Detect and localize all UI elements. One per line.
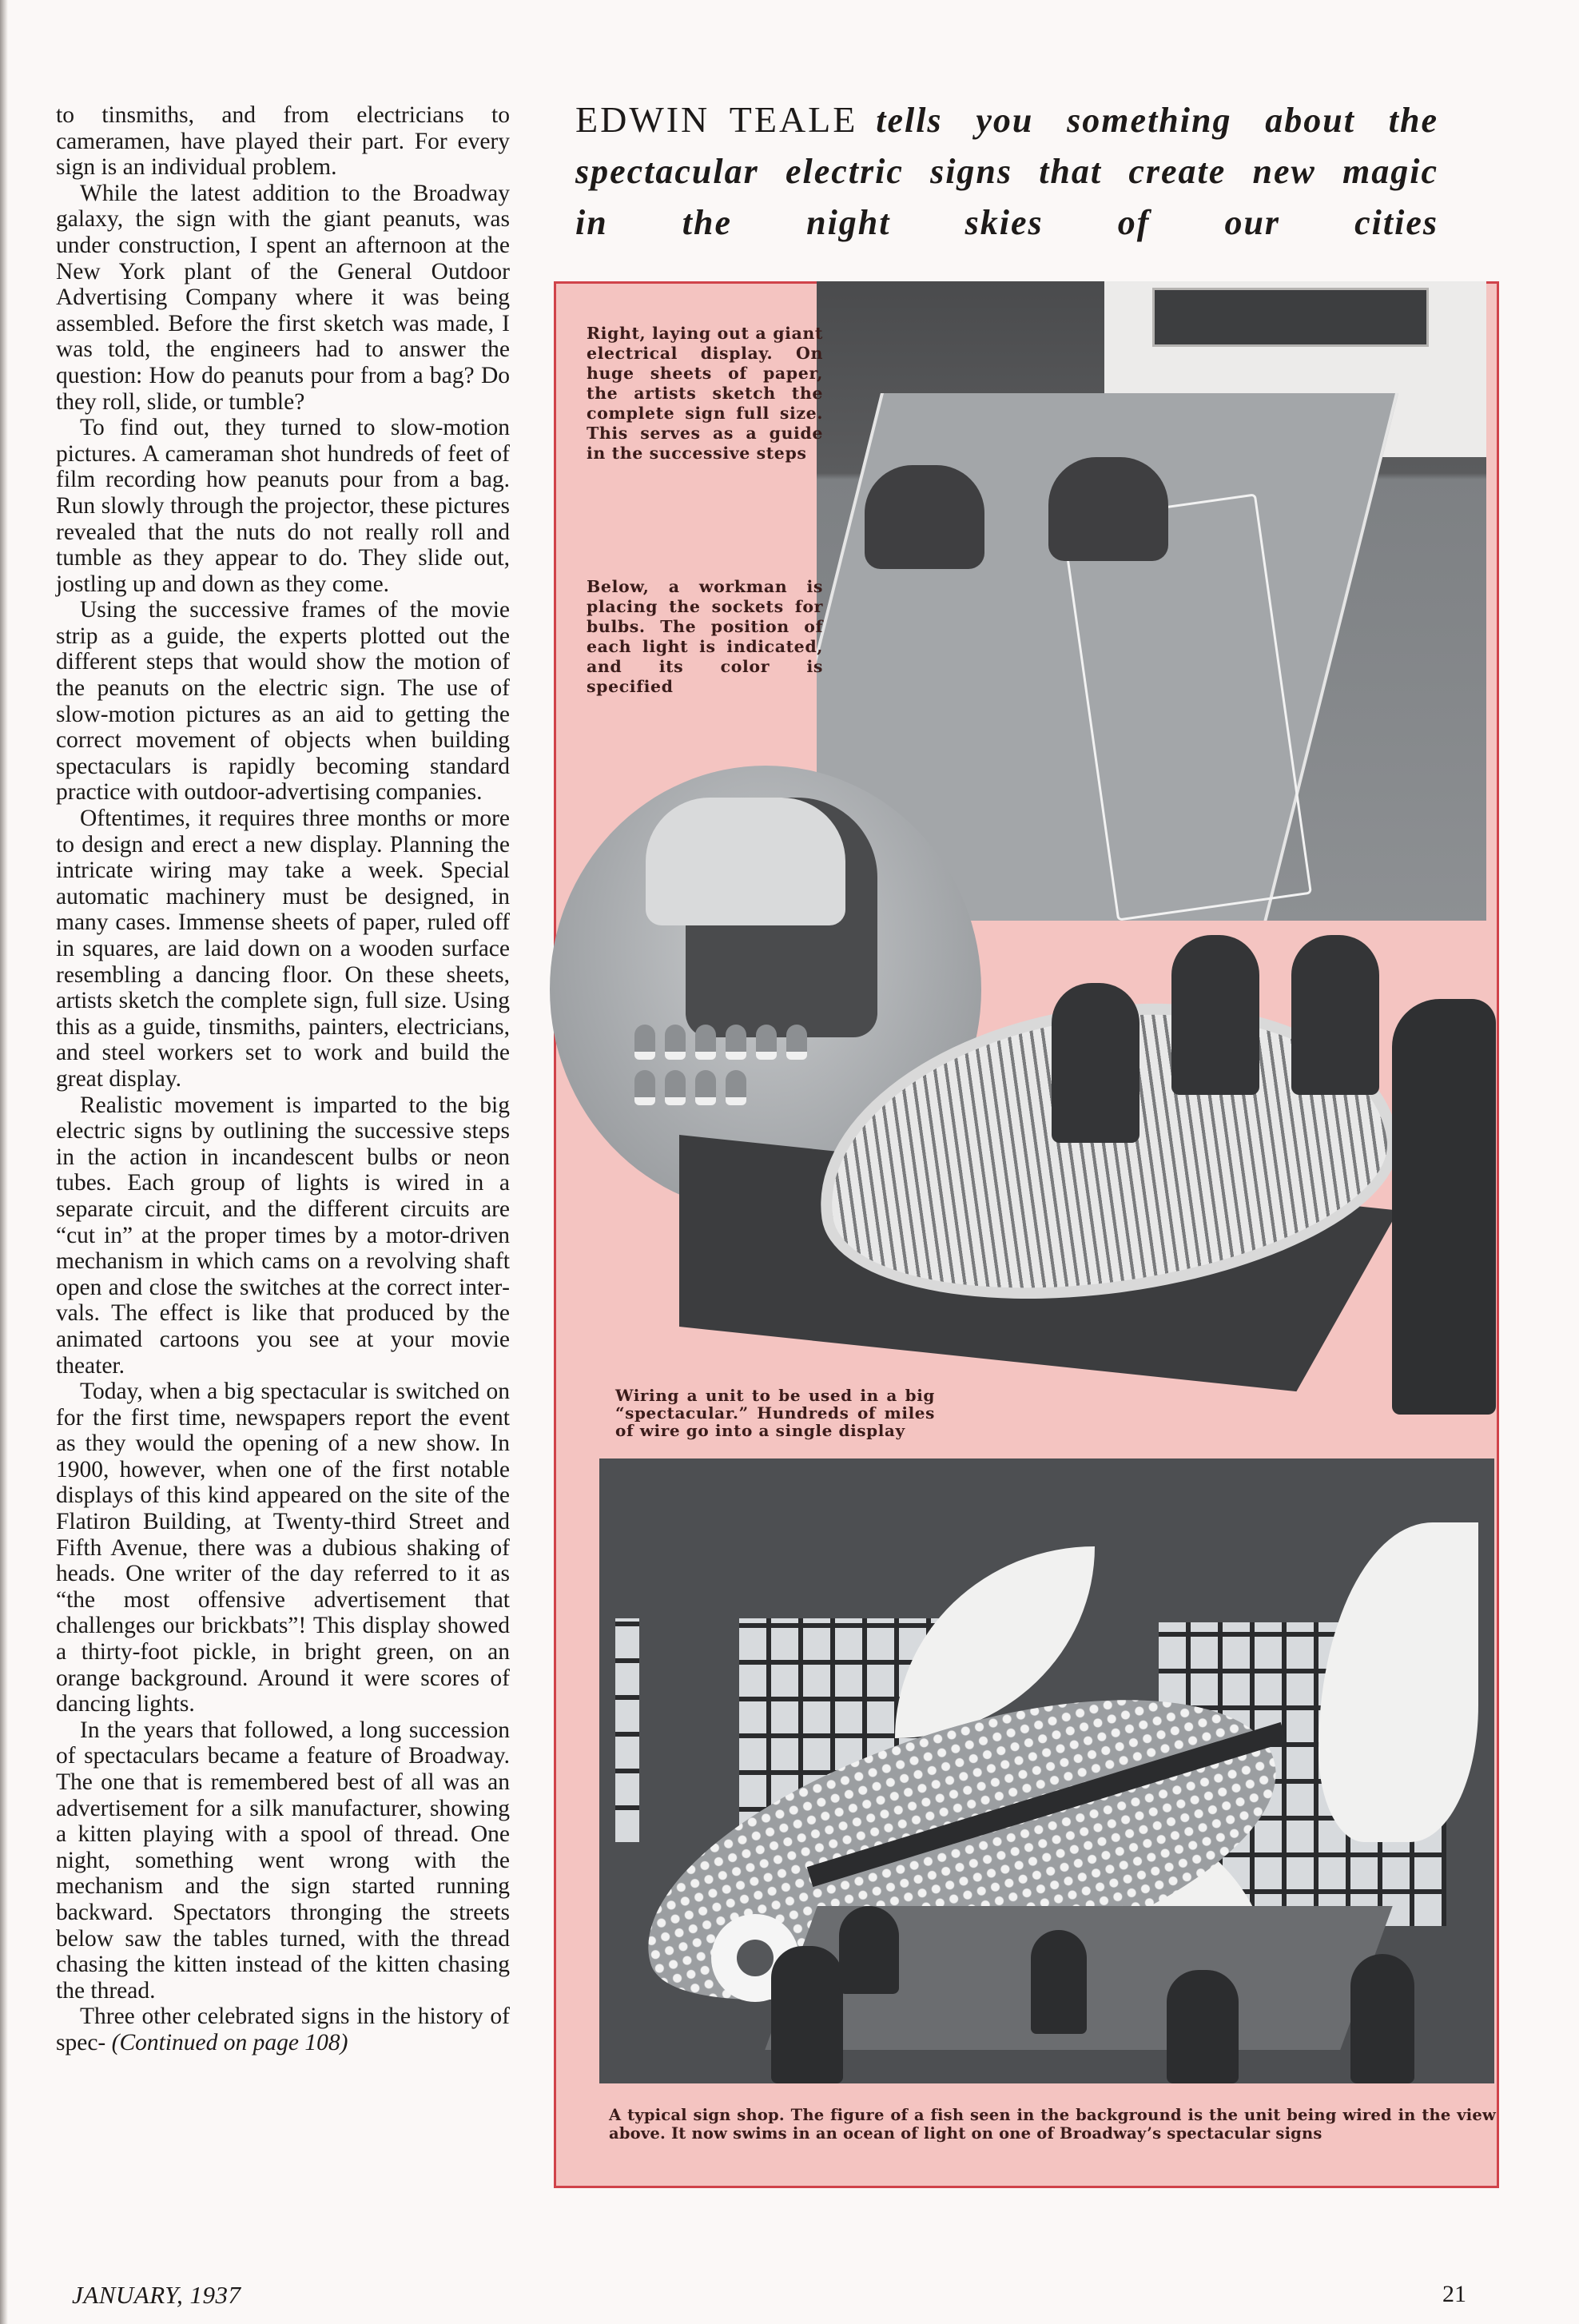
photo-worker <box>1031 1930 1087 2034</box>
article-paragraph: Realistic movement is imparted to the big electric signs by outlining the successive steps in the action in incandescent bulbs or neon tubes. Each group of lights is wired in a separate circuit, and the different circuits are “cut in” at the proper times by a motor-driven mechanism in which cams on a revolving shaft open and close the switches at the correct intervals. The effect is like that produced by the animated cartoons you see at your movie theater. <box>56 1092 510 1379</box>
caption-wiring: Wiring a unit to be used in a big “spectacular.” Hundreds of miles of wire go into a single display <box>615 1386 935 1440</box>
photo-worker <box>865 465 984 569</box>
bulb-icon <box>634 1070 655 1105</box>
photo-worker <box>1167 1970 1239 2083</box>
photo-window <box>615 1618 639 1842</box>
continued-on-link[interactable]: (Continued on page 108) <box>111 2029 348 2055</box>
photo-poster <box>1152 288 1429 347</box>
photo-worker <box>1048 457 1168 561</box>
page-number: 21 <box>1442 2281 1466 2307</box>
article-paragraph: In the years that followed, a long succession of spectaculars became a feature of Broadway. The one that is remembered best of all was an advertisement for a silk manufacturer, showing a kitten playing with a spool of thread. One night, something went wrong with the mechanism and the sign started running backward. Spectators thronging the streets below saw the tables turned, with the thread chasing the kitten instead of the kitten chasing the thread. <box>56 1717 510 2004</box>
article-paragraph: While the latest addition to the Broadway galaxy, the sign with the giant peanuts, was under construction, I spent an afternoon at the New York plant of the General Outdoor Advertising Company where it was being assembled. Before the first sketch was made, I was told, the engineers had to answer the question: How do peanuts pour from a bag? Do they roll, slide, or tumble? <box>56 180 510 415</box>
photo-worker <box>771 1946 843 2083</box>
photo-laying-out <box>817 281 1486 921</box>
caption-laying-out: Right, laying out a giant electrical display. On huge sheets of paper, the artists sketch the complete sign full size. This serves as a guide in the successive steps <box>587 324 823 463</box>
photo-worker <box>1171 935 1259 1095</box>
article-last-paragraph <box>56 2004 510 2055</box>
article-paragraph: Using the successive frames of the movie strip as a guide, the experts plotted out the different steps that would show the motion of the peanuts on the electric sign. The use of slow-motion pictures as an aid to getting the correct movement of objects when building spectaculars is rapidly becoming standard practice with outdoor-advertising companies. <box>56 597 510 806</box>
issue-date: JANUARY, 1937 <box>72 2281 241 2309</box>
photo-workman-shirt <box>646 798 845 925</box>
article-last-text: Three other celebrated signs in the history of spec- <box>56 2004 510 2055</box>
article-paragraph: Today, when a big spectacular is switched on for the first time, newspapers report the event as they would the opening of a new show. In 1900, however, when one of the first notable displays of this kind appeared on the site of the Flatiron Building, at Twenty-third Street and Fifth Avenue, there was a dubious shaking of heads. One writer of the day referred to it as “the most offensive advertisement that challenges our brickbats”! This display showed a thirty-foot pickle, in bright green, on an orange background. Around it were scores of dancing lights. <box>56 1379 510 1717</box>
headline <box>575 94 1438 249</box>
photo-worker <box>1291 935 1379 1095</box>
headline-deck: tells you something about the spectacular electric signs that create new magic in the night skies of our cities <box>575 101 1439 242</box>
photo-worker-standing <box>1392 999 1496 1415</box>
photo-wiring-unit <box>679 935 1499 1415</box>
photo-worker <box>1052 983 1140 1143</box>
page-edge <box>0 0 8 2324</box>
article-paragraph: Oftentimes, it requires three months or more to design and erect a new display. Planning the intricate wiring may take a week. Special automatic machinery must be designed, in many cases. Immense sheets of paper, ruled off in squares, are laid down on a wooden surface resembling a dancing floor. On these sheets, artists sketch the complete sign, full size. Using this as a guide, tinsmiths, painters, electricians, and steel workers set to work and build the great display. <box>56 806 510 1092</box>
photo-sign-shop <box>599 1458 1494 2083</box>
author-name: EDWIN TEALE <box>575 99 858 140</box>
caption-sign-shop: A typical sign shop. The figure of a fish seen in the background is the unit being wired in the view above. It now swims in an ocean of light on one of Broadway’s spectacular signs <box>609 2106 1496 2143</box>
photo-worker <box>839 1906 899 1994</box>
bulb-icon <box>634 1025 655 1060</box>
photo-worker <box>1350 1954 1414 2083</box>
article-paragraph: to tinsmiths, and from electricians to cameramen, have played their part. For every sign is an individual problem. <box>56 102 510 181</box>
photo-fish-tail <box>1318 1522 1478 1842</box>
article-paragraph: To find out, they turned to slow-motion pictures. A cameraman shot hundreds of feet of film recording how peanuts pour from a bag. Run slowly through the projector, these pictures revealed that the nuts do not really roll and tumble as they appear to do. They slide out, jostling up and down as they come. <box>56 415 510 597</box>
caption-sockets: Below, a workman is placing the sockets for bulbs. The position of each light is indicated, and its color is specified <box>587 577 823 696</box>
article-column <box>56 102 510 2056</box>
